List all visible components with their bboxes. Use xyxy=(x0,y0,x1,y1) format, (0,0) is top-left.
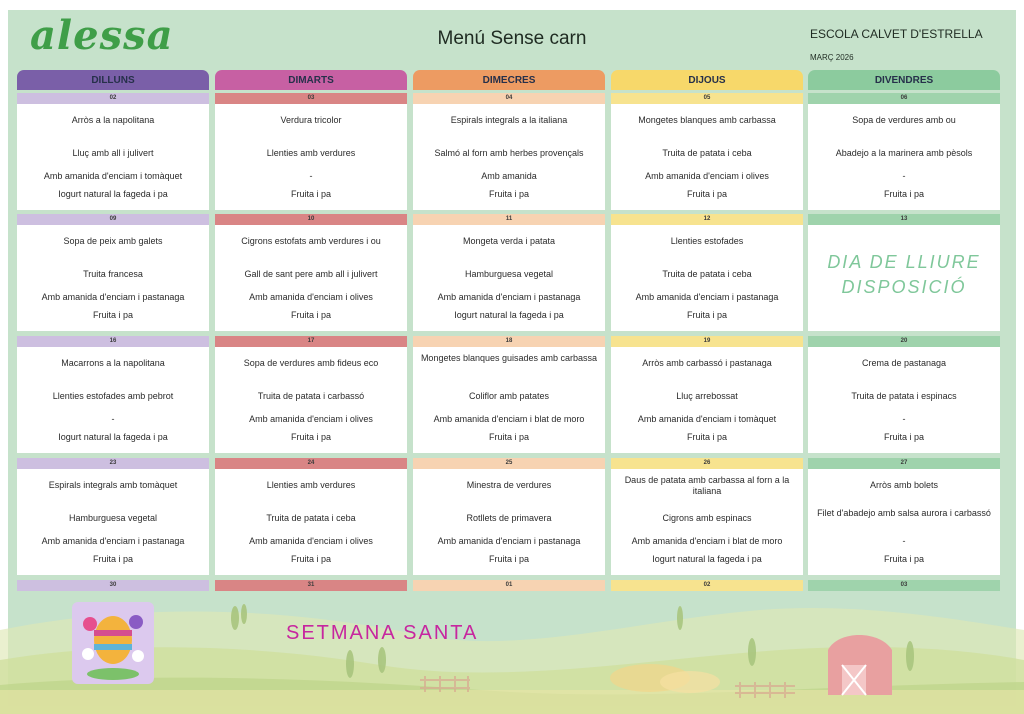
menu-item: Truita de patata i ceba xyxy=(266,513,356,523)
date-band: 02 xyxy=(611,580,803,591)
menu-item: Cigrons estofats amb verdures i ou xyxy=(241,236,381,246)
date-band: 12 xyxy=(611,214,803,225)
school-name: ESCOLA CALVET D'ESTRELLA xyxy=(810,27,983,41)
menu-item: Amb amanida d'enciam i tomàquet xyxy=(637,414,777,424)
menu-item: Hamburguesa vegetal xyxy=(68,513,158,523)
menu-card xyxy=(413,469,605,575)
menu-item: Amb amanida d'enciam i olives xyxy=(249,536,373,546)
menu-item: Espirals integrals amb tomàquet xyxy=(48,480,178,490)
date-band: 30 xyxy=(17,580,209,591)
menu-item: Truita de patata i espinacs xyxy=(851,391,957,401)
free-day-line: DIA DE LLIURE xyxy=(827,252,981,272)
menu-item: Fruita i pa xyxy=(290,310,332,320)
date-band: 27 xyxy=(808,458,1000,469)
date-band: 24 xyxy=(215,458,407,469)
menu-item: Salmó al forn amb herbes provençals xyxy=(434,148,584,158)
menu-item: Amb amanida xyxy=(481,171,537,181)
date-band: 01 xyxy=(413,580,605,591)
menu-item: Amb amanida d'enciam i pastanaga xyxy=(41,292,185,302)
menu-item: - xyxy=(902,536,906,546)
menu-card xyxy=(413,104,605,210)
menu-item: Fruita i pa xyxy=(290,189,332,199)
date-band: 03 xyxy=(808,580,1000,591)
menu-item: Fruita i pa xyxy=(92,554,134,564)
date-band: 11 xyxy=(413,214,605,225)
menu-item: Espirals integrals a la italiana xyxy=(450,115,568,125)
menu-card xyxy=(215,104,407,210)
date-band: 31 xyxy=(215,580,407,591)
menu-item: Arròs amb carbassó i pastanaga xyxy=(642,358,772,368)
menu-card xyxy=(611,469,803,575)
menu-item: Truita francesa xyxy=(83,269,143,279)
menu-item: Fruita i pa xyxy=(488,432,530,442)
menu-item: Fruita i pa xyxy=(290,554,332,564)
menu-item: Truita de patata i ceba xyxy=(662,148,752,158)
menu-item: Coliflor amb patates xyxy=(468,391,550,401)
date-band: 13 xyxy=(808,214,1000,225)
menu-item: Daus de patata amb carbassa al forn a la italiana xyxy=(624,475,790,496)
menu-item: Fruita i pa xyxy=(488,554,530,564)
menu-item: Amb amanida d'enciam i pastanaga xyxy=(437,536,581,546)
menu-item: Iogurt natural la fageda i pa xyxy=(58,189,168,199)
menu-card xyxy=(17,469,209,575)
menu-item: Fruita i pa xyxy=(686,189,728,199)
menu-item: Mongetes blanques guisades amb carbassa xyxy=(420,353,598,363)
date-band: 04 xyxy=(413,93,605,104)
menu-item: Cigrons amb espinacs xyxy=(662,513,752,523)
menu-card xyxy=(808,347,1000,453)
date-band: 05 xyxy=(611,93,803,104)
menu-item: Fruita i pa xyxy=(686,310,728,320)
menu-item: Llenties estofades xyxy=(670,236,744,246)
menu-item: Fruita i pa xyxy=(883,432,925,442)
menu-item: Arròs a la napolitana xyxy=(71,115,155,125)
menu-item: Sopa de verdures amb ou xyxy=(852,115,956,125)
menu-item: Mongeta verda i patata xyxy=(462,236,556,246)
holiday-label: SETMANA SANTA xyxy=(286,622,479,644)
menu-item: Abadejo a la marinera amb pèsols xyxy=(835,148,973,158)
menu-item: Fruita i pa xyxy=(883,189,925,199)
menu-item: Lluç arrebossat xyxy=(676,391,738,401)
menu-item: Gall de sant pere amb all i julivert xyxy=(244,269,378,279)
date-band: 03 xyxy=(215,93,407,104)
menu-card xyxy=(215,225,407,331)
menu-card xyxy=(808,469,1000,575)
menu-card xyxy=(808,225,1000,331)
menu-item: Amb amanida d'enciam i blat de moro xyxy=(433,414,585,424)
menu-item: Truita de patata i ceba xyxy=(662,269,752,279)
menu-item: Fruita i pa xyxy=(488,189,530,199)
menu-item: Crema de pastanaga xyxy=(861,358,947,368)
menu-item: Llenties estofades amb pebrot xyxy=(52,391,174,401)
brand-logo: alessa xyxy=(30,12,174,59)
date-band: 16 xyxy=(17,336,209,347)
menu-item: Hamburguesa vegetal xyxy=(464,269,554,279)
menu-card xyxy=(215,469,407,575)
menu-item: Amb amanida d'enciam i olives xyxy=(249,292,373,302)
menu-card xyxy=(17,104,209,210)
menu-item: Iogurt natural la fageda i pa xyxy=(652,554,762,564)
menu-item: Fruita i pa xyxy=(883,554,925,564)
menu-item: Arròs amb bolets xyxy=(869,480,939,490)
menu-item: Amb amanida d'enciam i pastanaga xyxy=(437,292,581,302)
date-band: 09 xyxy=(17,214,209,225)
menu-card xyxy=(17,225,209,331)
menu-item: Fruita i pa xyxy=(92,310,134,320)
menu-item: Fruita i pa xyxy=(290,432,332,442)
date-band: 23 xyxy=(17,458,209,469)
menu-item: Rotllets de primavera xyxy=(466,513,552,523)
menu-card xyxy=(808,104,1000,210)
menu-card xyxy=(611,225,803,331)
menu-item: - xyxy=(111,414,115,424)
date-band: 10 xyxy=(215,214,407,225)
menu-item: Mongetes blanques amb carbassa xyxy=(638,115,776,125)
day-header: DIMECRES xyxy=(413,70,605,90)
menu-item: Iogurt natural la fageda i pa xyxy=(58,432,168,442)
date-band: 19 xyxy=(611,336,803,347)
date-band: 02 xyxy=(17,93,209,104)
menu-item: - xyxy=(309,171,313,181)
date-band: 20 xyxy=(808,336,1000,347)
menu-item: Sopa de verdures amb fideus eco xyxy=(243,358,379,368)
barn-icon xyxy=(828,635,892,695)
menu-item: Amb amanida d'enciam i pastanaga xyxy=(41,536,185,546)
free-day-label xyxy=(808,250,1000,300)
menu-item: Filet d'abadejo amb salsa aurora i carbassó xyxy=(817,508,991,518)
menu-item: Amb amanida d'enciam i blat de moro xyxy=(631,536,783,546)
day-header: DIVENDRES xyxy=(808,70,1000,90)
menu-item: Macarrons a la napolitana xyxy=(61,358,165,368)
menu-item: Verdura tricolor xyxy=(280,115,342,125)
date-band: 17 xyxy=(215,336,407,347)
menu-item: - xyxy=(902,171,906,181)
menu-card xyxy=(611,104,803,210)
date-band: 26 xyxy=(611,458,803,469)
menu-item: Fruita i pa xyxy=(686,432,728,442)
menu-item: Amb amanida d'enciam i olives xyxy=(249,414,373,424)
menu-item: Minestra de verdures xyxy=(466,480,552,490)
menu-card xyxy=(17,347,209,453)
menu-item: Lluç amb all i julivert xyxy=(72,148,154,158)
free-day-line: DISPOSICIÓ xyxy=(841,277,967,297)
menu-card xyxy=(611,347,803,453)
menu-item: Amb amanida d'enciam i tomàquet xyxy=(43,171,183,181)
day-header: DIJOUS xyxy=(611,70,803,90)
menu-item: Truita de patata i carbassó xyxy=(257,391,365,401)
menu-month: MARÇ 2026 xyxy=(810,53,854,62)
menu-item: Llenties amb verdures xyxy=(266,480,356,490)
menu-item: - xyxy=(902,414,906,424)
day-header: DIMARTS xyxy=(215,70,407,90)
menu-item: Sopa de peix amb galets xyxy=(63,236,163,246)
day-header: DILLUNS xyxy=(17,70,209,90)
menu-item: Amb amanida d'enciam i pastanaga xyxy=(635,292,779,302)
date-band: 06 xyxy=(808,93,1000,104)
date-band: 25 xyxy=(413,458,605,469)
date-band: 18 xyxy=(413,336,605,347)
menu-card xyxy=(413,347,605,453)
page-title: Menú Sense carn xyxy=(437,28,587,49)
menu-item: Iogurt natural la fageda i pa xyxy=(454,310,564,320)
menu-item: Llenties amb verdures xyxy=(266,148,356,158)
menu-card xyxy=(413,225,605,331)
menu-card xyxy=(215,347,407,453)
easter-egg-icon xyxy=(72,602,154,684)
menu-item: Amb amanida d'enciam i olives xyxy=(645,171,769,181)
